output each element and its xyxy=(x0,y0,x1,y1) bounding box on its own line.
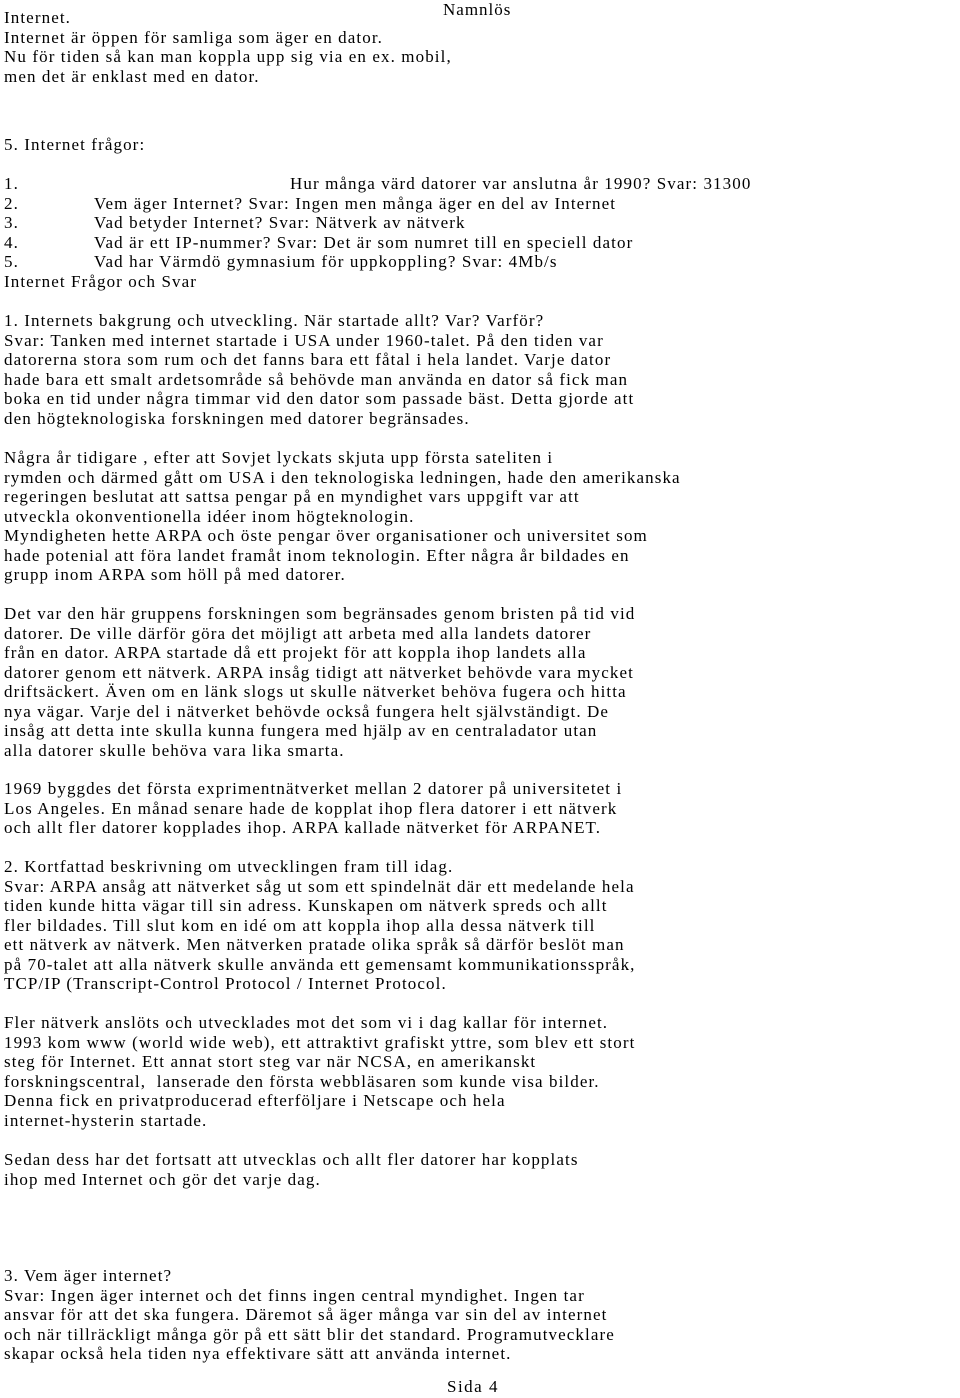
text-line: 3. Vem äger internet? xyxy=(4,1266,173,1285)
question-text: Hur många värd datorer var anslutna år 1990? Svar: 31300 xyxy=(290,174,752,193)
text-line: 2. Kortfattad beskrivning om utvecklingen fram till idag. xyxy=(4,857,454,876)
text-line: 1969 byggdes det första exprimentnätverket mellan 2 datorer på universitetet i xyxy=(4,779,623,798)
question-item xyxy=(4,252,960,272)
text-line: fler bildades. Till slut kom en idé om att koppla ihop alla dessa nätverk till xyxy=(4,915,596,935)
question-item xyxy=(4,213,960,233)
text-line: boka en tid under några timmar vid den dator som passade bäst. Detta gjorde att xyxy=(4,389,635,408)
text-line: från en dator. ARPA startade då ett projekt för att koppla ihop landets alla xyxy=(4,643,587,662)
text-line: 1993 kom www (world wide web), ett attraktivt grafiskt yttre, som blev ett stort xyxy=(4,1032,636,1052)
question-number: 1. xyxy=(4,174,19,193)
text-line: internet-hysterin startade. xyxy=(4,1110,208,1130)
text-line: grupp inom ARPA som höll på med datorer. xyxy=(4,565,346,584)
text-line: hade bara ett smalt ardetsområde så behövde man använda en dator så fick man xyxy=(4,369,629,389)
text-line: Svar: Tanken med internet startade i USA under 1960-talet. På den tiden var xyxy=(4,330,604,350)
questions-list xyxy=(4,174,960,291)
answer-block-3 xyxy=(4,1266,960,1364)
text-line: Några år tidigare , efter att Sovjet lyckats skjuta upp första sateliten i xyxy=(4,448,554,467)
text-line: Fler nätverk anslöts och utvecklades mot det som vi i dag kallar för internet. xyxy=(4,1013,609,1032)
text-line: tiden kunde hitta vägar till sin adress. Kunskapen om nätverk spreds och allt xyxy=(4,896,608,915)
text-line: steg för Internet. Ett annat stort steg var när NCSA, en amerikanskt xyxy=(4,1052,537,1071)
intro-line: men det är enklast med en dator. xyxy=(4,66,260,86)
text-line: ihop med Internet och gör det varje dag. xyxy=(4,1169,321,1189)
text-line: Denna fick en privatproducerad efterföljare i Netscape och hela xyxy=(4,1091,506,1110)
question-item xyxy=(4,194,960,214)
text-line: regeringen beslutat att sattsa pengar på en myndighet vars uppgift var att xyxy=(4,487,580,506)
text-line: Los Angeles. En månad senare hade de kopplat ihop flera datorer i ett nätverk xyxy=(4,798,618,818)
question-text: Vem äger Internet? Svar: Ingen men många äger en del av Internet xyxy=(94,193,617,213)
text-line: alla datorer skulle behöva vara lika smarta. xyxy=(4,740,345,760)
text-line: forskningscentral, lanserade den första webbläsaren som kunde visa bilder. xyxy=(4,1071,600,1091)
text-line: insåg att detta inte skulla kunna fungera med hjälp av en centraladator utan xyxy=(4,721,598,740)
answer-block-2 xyxy=(4,857,960,994)
text-line: Myndigheten hette ARPA och öste pengar över organisationer och universitet som xyxy=(4,526,648,545)
intro-line: Internet är öppen för samliga som äger en dator. xyxy=(4,27,383,47)
text-line: 1. Internets bakgrung och utveckling. När startade allt? Var? Varför? xyxy=(4,311,545,330)
section5-block xyxy=(4,135,960,155)
page-number: Sida 4 xyxy=(447,1377,499,1396)
text-line: ansvar för att det ska fungera. Däremot så äger många var sin del av internet xyxy=(4,1305,608,1324)
question-number: 5. xyxy=(4,252,19,271)
answer-block-1 xyxy=(4,311,960,428)
text-line: datorer genom ett nätverk. ARPA insåg tidigt att nätverket behövde vara mycket xyxy=(4,662,634,682)
paragraph-6 xyxy=(4,1150,960,1189)
document-title: Namnlös xyxy=(443,0,512,19)
text-line: datorerna stora som rum och det fanns bara ett fåtal i hela landet. Varje dator xyxy=(4,350,612,369)
intro-line: Nu för tiden så kan man koppla upp sig via en ex. mobil, xyxy=(4,47,452,66)
question-number: 3. xyxy=(4,213,19,232)
paragraph-5 xyxy=(4,1013,960,1130)
text-line: Det var den här gruppens forskningen som begränsades genom bristen på tid vid xyxy=(4,604,636,623)
paragraph-2 xyxy=(4,448,960,585)
text-line: och när tillräckligt många gör på ett sätt blir det standard. Programutvecklare xyxy=(4,1324,615,1344)
text-line: rymden och därmed gått om USA i den teknologiska ledningen, hade den amerikanska xyxy=(4,467,681,487)
text-line: på 70-talet att alla nätverk skulle använda ett gemensamt kommunikationsspråk, xyxy=(4,954,636,974)
question-number: 4. xyxy=(4,232,19,252)
question-item xyxy=(4,174,960,194)
text-line: datorer. De ville därför göra det möjligt att arbeta med alla landets datorer xyxy=(4,623,592,643)
paragraph-3 xyxy=(4,604,960,760)
section5-heading: 5. Internet frågor: xyxy=(4,135,146,154)
question-number: 2. xyxy=(4,193,19,213)
question-item xyxy=(4,233,960,253)
question-text: Vad är ett IP-nummer? Svar: Det är som numret till en speciell dator xyxy=(94,232,634,252)
text-line: driftsäckert. Även om en länk slogs ut skulle nätverket behöva fugera och hitta xyxy=(4,682,627,701)
text-line: TCP/IP (Transcript-Control Protocol / Internet Protocol. xyxy=(4,974,447,993)
paragraph-4 xyxy=(4,779,960,838)
text-line: Svar: ARPA ansåg att nätverket såg ut som ett spindelnät där ett medelande hela xyxy=(4,876,635,896)
text-line: skapar också hela tiden nya effektivare sätt att använda internet. xyxy=(4,1344,512,1363)
text-line: ett nätverk av nätverk. Men nätverken pratade olika språk så därför beslöt man xyxy=(4,935,625,954)
text-line: Svar: Ingen äger internet och det finns ingen central myndighet. Ingen tar xyxy=(4,1285,585,1305)
intro-line: Internet. xyxy=(4,8,72,27)
text-line: den högteknologiska forskningen med datorer begränsades. xyxy=(4,408,470,428)
text-line: utveckla okonventionella idéer inom högteknologin. xyxy=(4,506,415,526)
text-line: och allt fler datorer kopplades ihop. ARPA kallade nätverket för ARPANET. xyxy=(4,818,602,837)
question-text: Vad betyder Internet? Svar: Nätverk av nätverk xyxy=(94,213,466,232)
intro-block xyxy=(4,8,960,86)
question-text: Vad har Värmdö gymnasium för uppkoppling? Svar: 4Mb/s xyxy=(94,252,558,271)
section-subtitle: Internet Frågor och Svar xyxy=(4,271,198,291)
text-line: Sedan dess har det fortsatt att utvecklas och allt fler datorer har kopplats xyxy=(4,1150,579,1169)
text-line: nya vägar. Varje del i nätverket behövde också fungera helt självständigt. De xyxy=(4,701,610,721)
text-line: hade potenial att föra landet framåt inom teknologin. Efter några år bildades en xyxy=(4,545,630,565)
